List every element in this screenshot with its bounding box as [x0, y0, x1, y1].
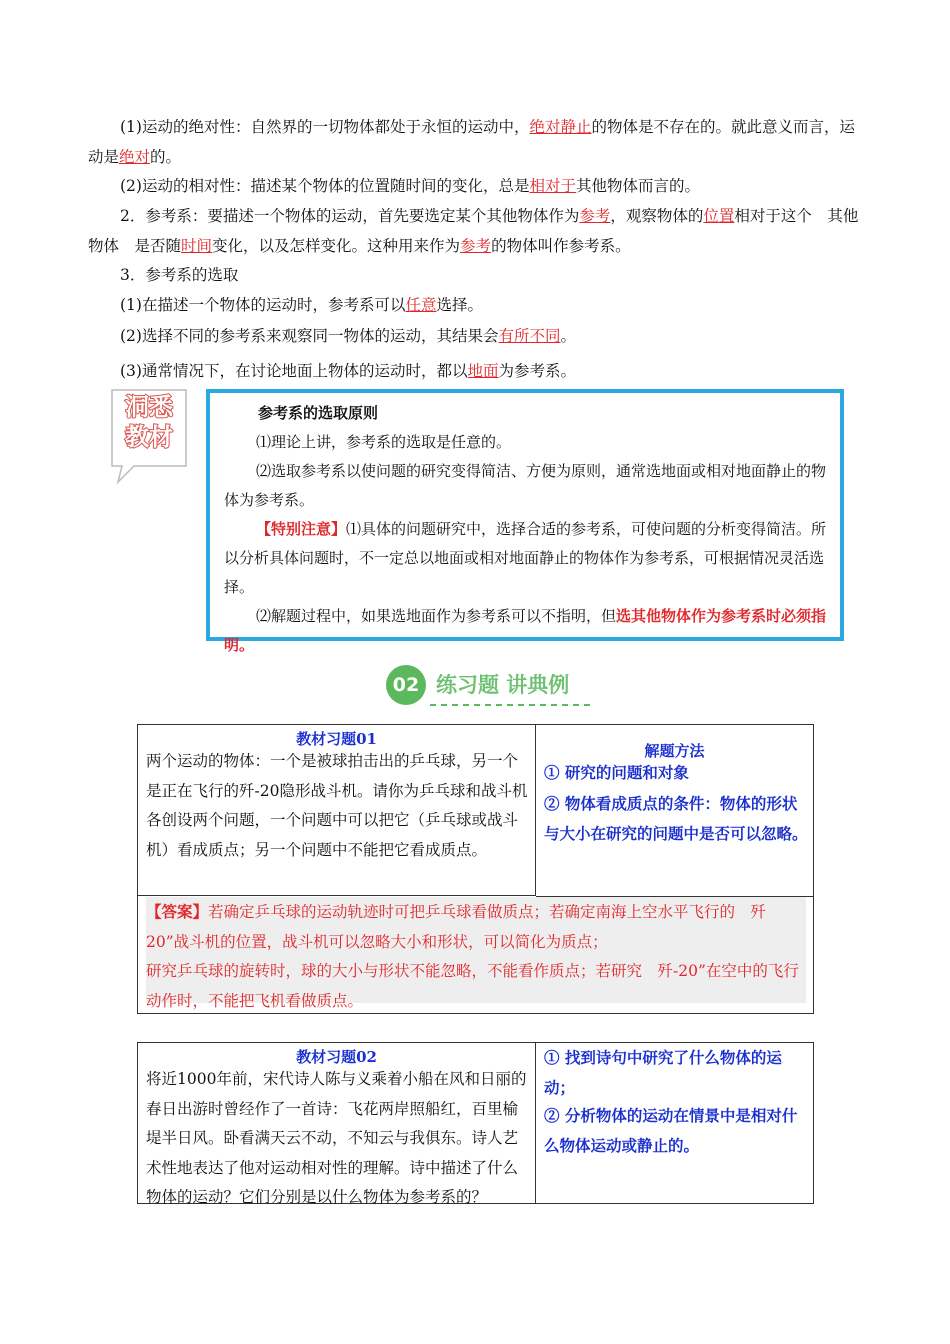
- special-note-label: 【特别注意】: [256, 520, 347, 538]
- blank-answer: 有所不同: [498, 327, 561, 345]
- exercise-table-2: [137, 1042, 814, 1204]
- note-line-2: ⑵选取参考系以使问题的研究变得简洁、方便为原则，通常选地面或相对地面静止的物体为参考系。: [224, 462, 827, 509]
- section-number: 02: [392, 674, 420, 696]
- note-line-1: ⑴理论上讲，参考系的选取是任意的。: [256, 433, 512, 451]
- answer-label: 【答案】: [146, 902, 209, 921]
- method-step-2: ② 物体看成质点的条件：物体的形状与大小在研究的问题中是否可以忽略。: [544, 794, 808, 843]
- blank-answer: 位置: [703, 207, 735, 225]
- blank-answer: 时间: [181, 237, 213, 255]
- method-step-1: ① 研究的问题和对象: [544, 763, 689, 782]
- note-box: [206, 389, 844, 654]
- note-title: 参考系的选取原则: [258, 404, 379, 422]
- exercise-title: 教材习题01: [296, 730, 377, 748]
- paragraph-select-3: (3)通常情况下，在讨论地面上物体的运动时，都以地面为参考系。: [120, 362, 576, 380]
- section-header: [384, 664, 604, 710]
- exercise-question: 将近1000年前，宋代诗人陈与义乘着小船在风和日丽的春日出游时曾经作了一首诗：飞花两岸照船红，百里榆堤半日风。卧看满天云不动，不知云与我俱东。诗人艺术性地表达了他对运动相对性的理解。诗中描述了什么物体的运动？它们分别是以什么物体为参考系的？: [146, 1070, 527, 1206]
- exercise-title: 教材习题02: [296, 1048, 377, 1066]
- blank-answer: 参考: [579, 207, 611, 225]
- badge-line-2: 教材: [125, 423, 173, 451]
- paragraph-absolute-motion: (1)运动的绝对性：自然界的一切物体都处于永恒的运动中，绝对静止的物体是不存在的。就此意义而言，运动是绝对的。: [88, 118, 855, 166]
- blank-answer: 参考: [460, 237, 492, 255]
- note-line-3: 【特别注意】⑴具体的问题研究中，选择合适的参考系，可使问题的分析变得简洁。所以分析具体问题时，不一定总以地面或相对地面静止的物体作为参考系，可根据情况灵活选择。: [224, 520, 827, 596]
- section-title: 练习题 讲典例: [436, 673, 570, 697]
- exercise-table-1: [137, 724, 814, 1014]
- method-title: 解题方法: [644, 742, 705, 760]
- note-line-4: ⑵解题过程中，如果选地面作为参考系可以不指明，但选其他物体作为参考系时必须指明。: [224, 607, 827, 654]
- blank-answer: 绝对: [119, 148, 151, 166]
- method-step-2: ② 分析物体的运动在情景中是相对什么物体运动或静止的。: [544, 1106, 798, 1155]
- paragraph-select-1: (1)在描述一个物体的运动时，参考系可以任意选择。: [120, 296, 483, 314]
- method-step-1: ① 找到诗句中研究了什么物体的运动；: [544, 1048, 782, 1097]
- answer-block: 【答案】若确定乒乓球的运动轨迹时可把乒乓球看做质点；若确定南海上空水平飞行的 歼20”战斗机的位置，战斗机可以忽略大小和形状，可以简化为质点； 研究乒乓球的旋转时，球的大小与形状不能忽略，不能看作质点；若研究 歼-20”在空中的飞行动作时，不能把飞机看做质点。: [146, 897, 806, 1003]
- blank-answer: 绝对静止: [529, 118, 592, 136]
- insight-badge: [110, 388, 190, 484]
- blank-answer: 地面: [467, 362, 499, 380]
- blank-answer: 任意: [405, 296, 437, 314]
- paragraph-select-2: (2)选择不同的参考系来观察同一物体的运动，其结果会有所不同。: [120, 327, 576, 345]
- heading-reference-selection: 3．参考系的选取: [120, 266, 239, 284]
- blank-answer: 相对于: [529, 177, 576, 195]
- paragraph-reference-frame: 2．参考系：要描述一个物体的运动，首先要选定某个其他物体作为参考，观察物体的位置相对于这个 其他物体 是否随时间变化，以及怎样变化。这种用来作为参考的物体叫作参考系。: [88, 207, 859, 255]
- paragraph-relative-motion: (2)运动的相对性：描述某个物体的位置随时间的变化，总是相对于其他物体而言的。: [120, 177, 700, 195]
- exercise-question: 两个运动的物体：一个是被球拍击出的乒乓球，另一个是正在飞行的歼-20隐形战斗机。请你为乒乓球和战斗机各创设两个问题，一个问题中可以把它（乒乓球或战斗机）看成质点；另一个问题中不能把它看成质点。: [146, 752, 528, 859]
- badge-line-1: 洞悉: [125, 393, 173, 421]
